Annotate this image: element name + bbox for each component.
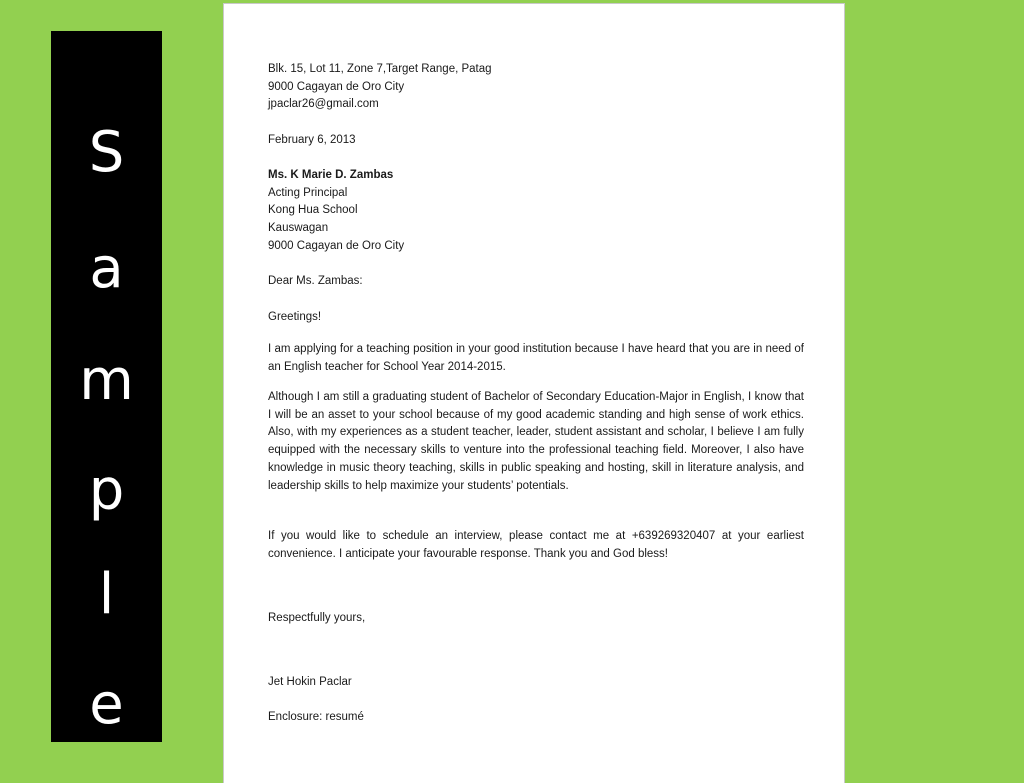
banner-letter-p: p <box>88 458 125 523</box>
sender-address-line1: Blk. 15, Lot 11, Zone 7,Target Range, Patag <box>268 63 492 75</box>
letter-date: February 6, 2013 <box>268 134 356 146</box>
banner-letter-a: a <box>89 236 124 301</box>
signature-name: Jet Hokin Paclar <box>268 676 352 688</box>
recipient-title: Acting Principal <box>268 187 348 199</box>
banner-letter-s: S <box>88 120 125 185</box>
body-paragraph-1: I am applying for a teaching position in your good institution because I have heard that you are in need of an English teacher for School Year 2014-2015. <box>268 343 804 373</box>
greeting: Greetings! <box>268 311 322 323</box>
letter-page <box>223 3 845 783</box>
salutation: Dear Ms. Zambas: <box>268 275 363 287</box>
banner-letter-m: m <box>79 348 134 413</box>
closing: Respectfully yours, <box>268 612 366 624</box>
body-paragraph-2: Although I am still a graduating student of Bachelor of Secondary Education-Major in English, I know that I will be an asset to your school because of my good academic standing and high sense of work ethics. Also, with my experiences as a student teacher, leader, student assistant and scholar, I believe I am fully equipped with the necessary skills to venture into the professional teaching field. Moreover, I also have knowledge in music theory teaching, skills in public speaking and hosting, skill in literature analysis, and leadership skills to help maximize your students’ potentials. <box>268 391 804 492</box>
sender-address-line2: 9000 Cagayan de Oro City <box>268 81 405 93</box>
recipient-district: Kauswagan <box>268 222 329 234</box>
body-paragraph-3: If you would like to schedule an interview, please contact me at +639269320407 at your earliest convenience. I anticipate your favourable response. Thank you and God bless! <box>268 530 804 560</box>
banner-letter-e: e <box>89 672 124 737</box>
recipient-name: Ms. K Marie D. Zambas <box>268 169 394 181</box>
sample-banner <box>51 31 162 742</box>
recipient-city: 9000 Cagayan de Oro City <box>268 240 405 252</box>
banner-letter-l: l <box>98 562 115 627</box>
sender-email: jpaclar26@gmail.com <box>268 98 379 110</box>
enclosure: Enclosure: resumé <box>268 711 364 723</box>
recipient-school: Kong Hua School <box>268 204 358 216</box>
